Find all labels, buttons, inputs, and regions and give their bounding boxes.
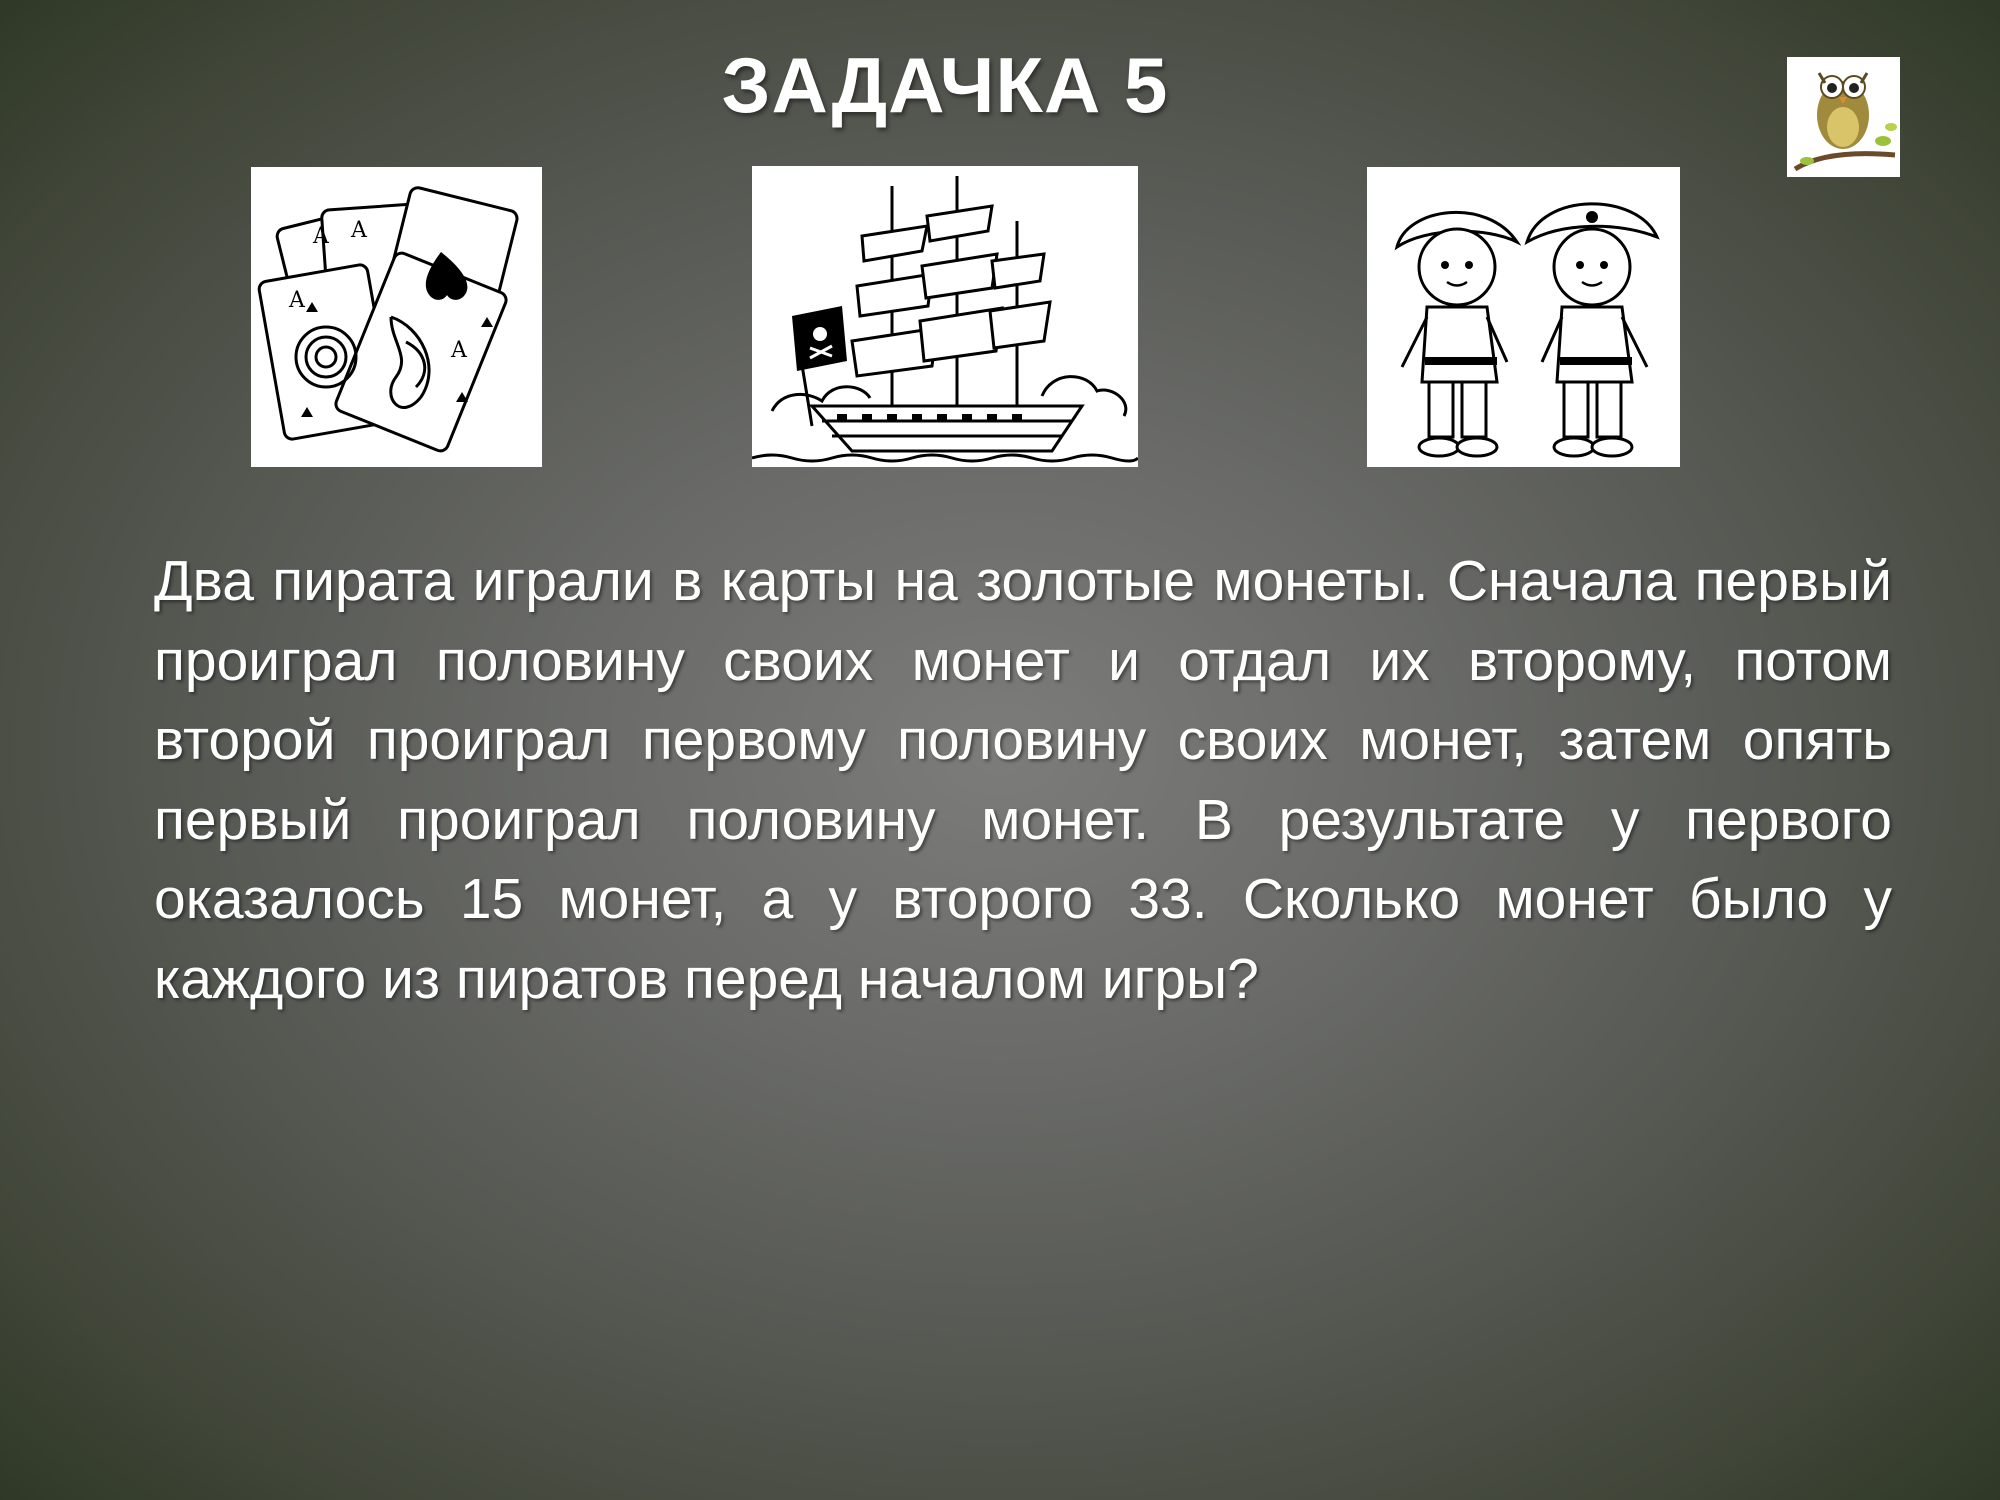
pirate-ship-illustration [752, 166, 1138, 467]
svg-text:A: A [313, 224, 329, 249]
playing-cards-illustration [251, 167, 542, 467]
svg-text:A: A [289, 288, 305, 313]
owl-icon [1787, 57, 1900, 177]
pirate-ship-icon [752, 166, 1138, 467]
pirate-kids-illustration [1367, 167, 1680, 467]
slide-title: ЗАДАЧКА 5 [721, 41, 1169, 129]
svg-text:A: A [351, 218, 367, 243]
pirate-kids-icon [1367, 167, 1680, 467]
problem-text: Два пирата играли в карты на золотые монеты. Сначала первый проиграл половину своих монет и отдал их второму, потом второй проиграл первому половину своих монет, затем опять первый проиграл половину монет. В результате у первого оказалось 15 монет, а у второго 33. Сколько монет было у каждого из пиратов перед началом игры? [154, 549, 1892, 1011]
playing-cards-icon [251, 167, 542, 467]
svg-text:A: A [451, 338, 467, 363]
